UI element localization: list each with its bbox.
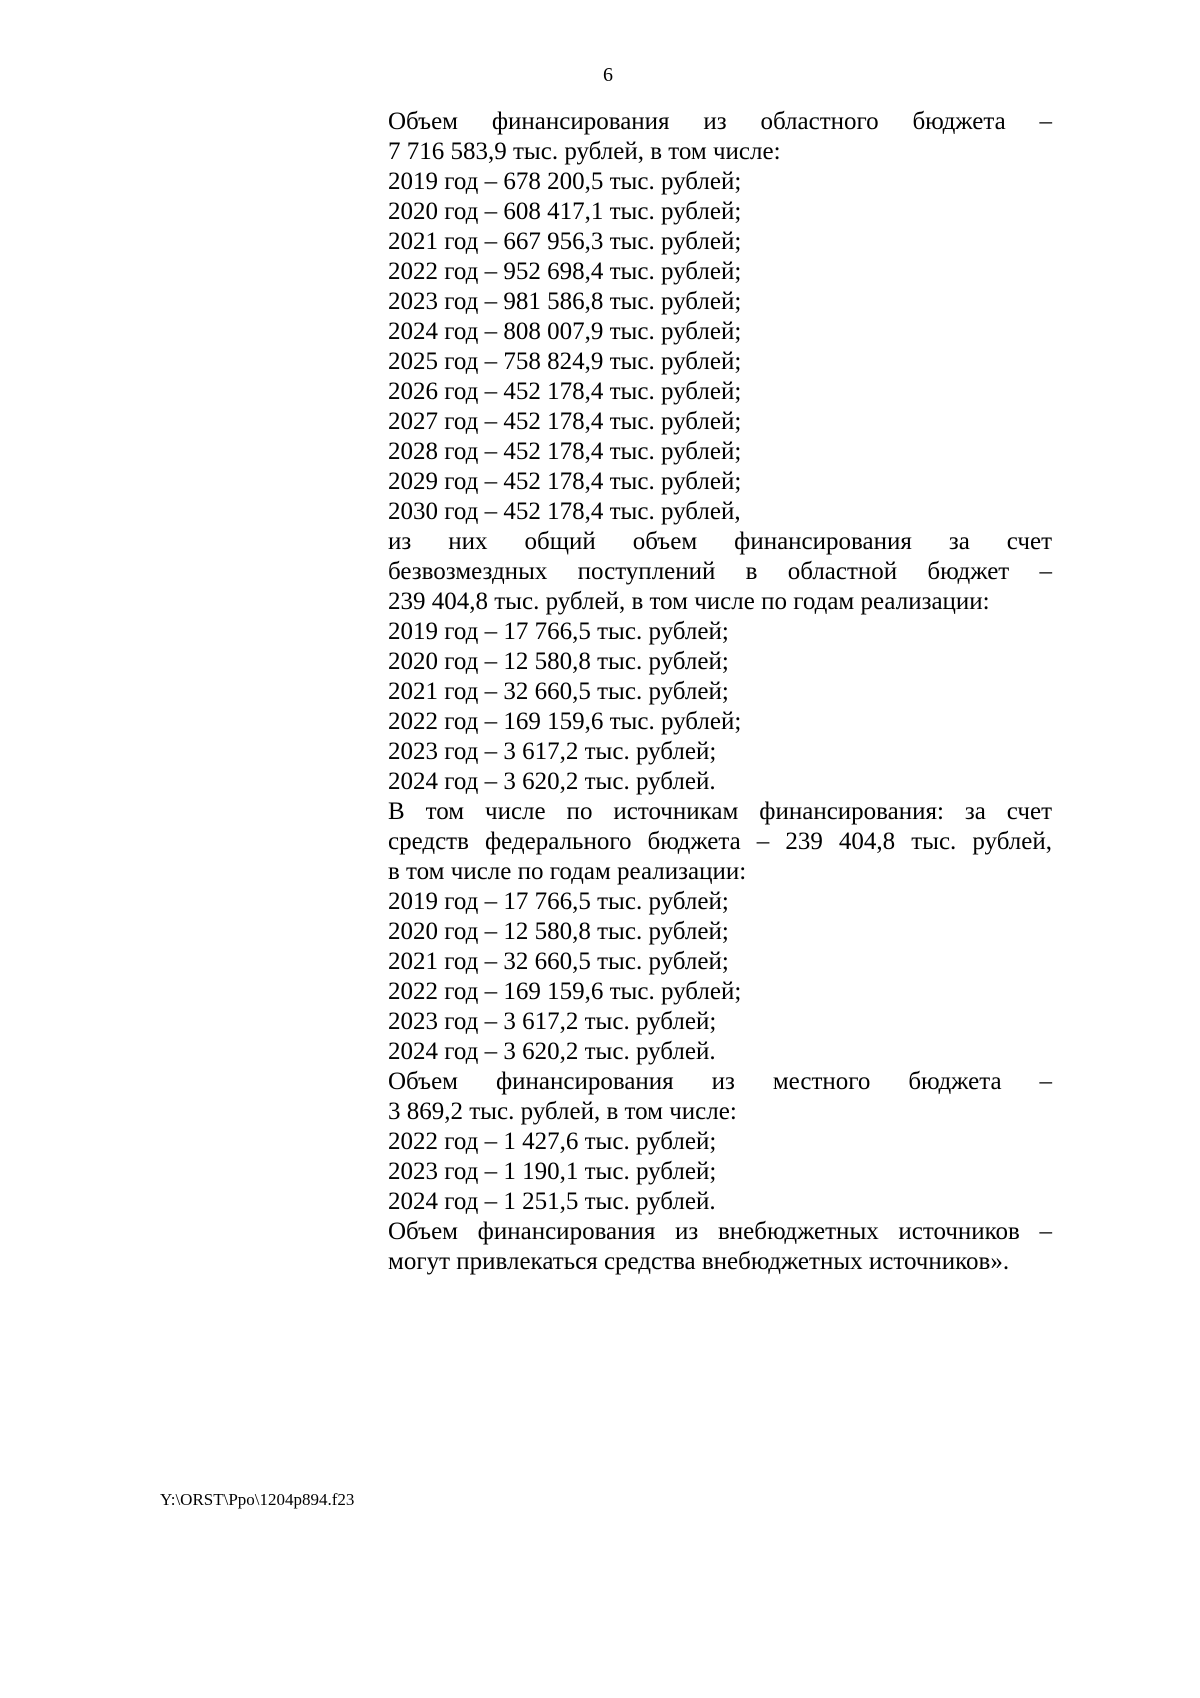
text-line: 2028 год – 452 178,4 тыс. рублей; — [388, 438, 742, 465]
text-line: средств федерального бюджета – 239 404,8 тыс. рублей, — [388, 828, 1052, 855]
text-line: 3 869,2 тыс. рублей, в том числе: — [388, 1098, 737, 1125]
text-line: 2021 год – 667 956,3 тыс. рублей; — [388, 228, 742, 255]
text-line: 2021 год – 32 660,5 тыс. рублей; — [388, 948, 729, 975]
text-line: 2019 год – 17 766,5 тыс. рублей; — [388, 888, 729, 915]
text-line: в том числе по годам реализации: — [388, 858, 747, 885]
document-body — [388, 107, 1052, 1277]
text-line: 2020 год – 12 580,8 тыс. рублей; — [388, 918, 729, 945]
text-line: 2022 год – 1 427,6 тыс. рублей; — [388, 1128, 717, 1155]
text-line: 2024 год – 3 620,2 тыс. рублей. — [388, 1038, 716, 1065]
text-line: безвозмездных поступлений в областной бюджет – — [388, 558, 1052, 585]
text-line: В том числе по источникам финансирования: за счет — [388, 798, 1052, 825]
text-line: 2021 год – 32 660,5 тыс. рублей; — [388, 678, 729, 705]
text-line: 2023 год – 3 617,2 тыс. рублей; — [388, 738, 717, 765]
text-line: из них общий объем финансирования за счет — [388, 528, 1052, 555]
text-line: Объем финансирования из внебюджетных источников – — [388, 1218, 1052, 1245]
text-line: 2020 год – 12 580,8 тыс. рублей; — [388, 648, 729, 675]
text-line: 2020 год – 608 417,1 тыс. рублей; — [388, 198, 742, 225]
text-line: 2023 год – 3 617,2 тыс. рублей; — [388, 1008, 717, 1035]
text-line: 2024 год – 3 620,2 тыс. рублей. — [388, 768, 716, 795]
text-line: 7 716 583,9 тыс. рублей, в том числе: — [388, 138, 781, 165]
text-line: 2022 год – 169 159,6 тыс. рублей; — [388, 708, 742, 735]
file-path-footer: Y:\ORST\Ppo\1204p894.f23 — [160, 1490, 355, 1509]
text-line: 2024 год – 808 007,9 тыс. рублей; — [388, 318, 742, 345]
text-line: Объем финансирования из областного бюджета – — [388, 108, 1052, 135]
text-line: 2027 год – 452 178,4 тыс. рублей; — [388, 408, 742, 435]
text-line: 2022 год – 169 159,6 тыс. рублей; — [388, 978, 742, 1005]
page-number: 6 — [603, 64, 613, 86]
text-line: 2023 год – 981 586,8 тыс. рублей; — [388, 288, 742, 315]
text-line: 2023 год – 1 190,1 тыс. рублей; — [388, 1158, 717, 1185]
text-line: Объем финансирования из местного бюджета – — [388, 1068, 1052, 1095]
text-line: 2022 год – 952 698,4 тыс. рублей; — [388, 258, 742, 285]
text-line: 2029 год – 452 178,4 тыс. рублей; — [388, 468, 742, 495]
text-line: 239 404,8 тыс. рублей, в том числе по годам реализации: — [388, 588, 990, 615]
text-line: 2019 год – 17 766,5 тыс. рублей; — [388, 618, 729, 645]
text-line: 2030 год – 452 178,4 тыс. рублей, — [388, 498, 741, 525]
text-line: могут привлекаться средства внебюджетных источников». — [388, 1248, 1010, 1275]
text-line: 2025 год – 758 824,9 тыс. рублей; — [388, 348, 742, 375]
text-line: 2019 год – 678 200,5 тыс. рублей; — [388, 168, 742, 195]
text-line: 2026 год – 452 178,4 тыс. рублей; — [388, 378, 742, 405]
text-line: 2024 год – 1 251,5 тыс. рублей. — [388, 1188, 716, 1215]
